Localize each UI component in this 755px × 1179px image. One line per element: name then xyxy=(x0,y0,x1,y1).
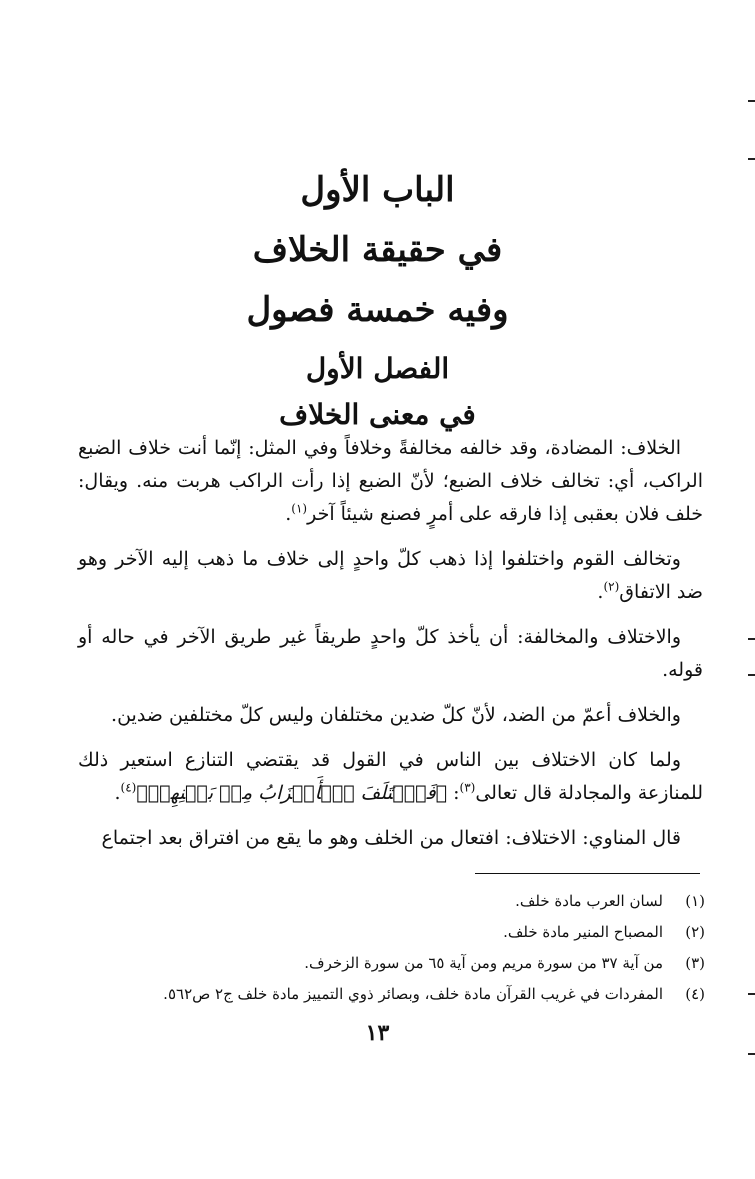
footnote-item xyxy=(60,917,705,948)
footnote-ref-1: (١) xyxy=(291,501,308,516)
footnote-number: (١) xyxy=(685,892,705,910)
quran-verse: ﴿فَٱخۡتَلَفَ ٱلۡأَحۡزَابُ مِنۢ بَيۡنِهِمۡ﴾ xyxy=(136,782,448,804)
footnote-number: (٣) xyxy=(685,954,705,972)
footnote-ref-3: (٣) xyxy=(459,780,476,795)
paragraph-1-end: . xyxy=(285,503,292,525)
footnote-text: المفردات في غريب القرآن مادة خلف، وبصائر ذوي التمييز مادة خلف ج٢ ص٥٦٢. xyxy=(163,985,663,1003)
paragraph-1-text: الخلاف: المضادة، وقد خالفه مخالفةً وخلافاً وفي المثل: إنّما أنت خلاف الضبع الراكب، أي: تخالف خلاف الضبع؛ لأنّ الضبع إذا رأت الراكب هربت منه. ويقال: خلف فلان بعقبى إذا فارقه على أمرٍ فصنع شيئاً آخر xyxy=(78,437,703,525)
footnote-text: من آية ٣٧ من سورة مريم ومن آية ٦٥ من سورة الزخرف. xyxy=(304,954,663,972)
margin-tick-mark xyxy=(748,158,755,160)
margin-tick-mark xyxy=(748,674,755,676)
section-title: الفصل الأول xyxy=(305,352,450,385)
chapter-headings xyxy=(0,160,755,438)
chapter-title: الباب الأول xyxy=(300,170,455,210)
page-number: ١٣ xyxy=(365,1020,390,1046)
paragraph-2 xyxy=(78,543,703,609)
margin-tick-mark xyxy=(748,1053,755,1055)
footnote-ref-2: (٢) xyxy=(603,579,620,594)
footnote-item xyxy=(60,948,705,979)
footnote-number: (٤) xyxy=(685,985,705,1003)
footnote-text: المصباح المنير مادة خلف. xyxy=(503,923,663,941)
paragraph-3: والاختلاف والمخالفة: أن يأخذ كلّ واحدٍ طريقاً غير طريق الآخر في حاله أو قوله. xyxy=(78,626,703,681)
footnote-number: (٢) xyxy=(685,923,705,941)
chapter-subject: في حقيقة الخلاف xyxy=(252,230,503,270)
section-subject: في معنى الخلاف xyxy=(279,398,476,431)
paragraph-2-end: . xyxy=(597,581,604,603)
footnote-text: لسان العرب مادة خلف. xyxy=(515,892,663,910)
paragraph-5-colon: : xyxy=(447,782,460,804)
main-text xyxy=(78,432,703,867)
paragraph-5-text: ولما كان الاختلاف بين الناس في القول قد يقتضي التنازع استعير ذلك للمنازعة والمجادلة قال تعالى xyxy=(78,749,703,804)
margin-tick-mark xyxy=(748,100,755,102)
paragraph-2-text: وتخالف القوم واختلفوا إذا ذهب كلّ واحدٍ إلى خلاف ما ذهب إليه الآخر وهو ضد الاتفاق xyxy=(78,548,703,603)
margin-tick-mark xyxy=(748,993,755,995)
paragraph-4: والخلاف أعمّ من الضد، لأنّ كلّ ضدين مختلفان وليس كلّ مختلفين ضدين. xyxy=(111,704,681,726)
footnote-separator xyxy=(475,873,700,874)
margin-tick-mark xyxy=(748,638,755,640)
paragraph-1 xyxy=(78,432,703,531)
footnote-item xyxy=(60,886,705,917)
paragraph-5-end: . xyxy=(114,782,121,804)
footnote-ref-4: (٤) xyxy=(120,780,137,795)
footnotes xyxy=(60,886,705,1010)
paragraph-6: قال المناوي: الاختلاف: افتعال من الخلف وهو ما يقع من افتراق بعد اجتماع xyxy=(101,827,681,849)
footnote-item xyxy=(60,979,705,1010)
chapter-contents: وفيه خمسة فصول xyxy=(246,290,509,330)
paragraph-5 xyxy=(78,744,703,810)
